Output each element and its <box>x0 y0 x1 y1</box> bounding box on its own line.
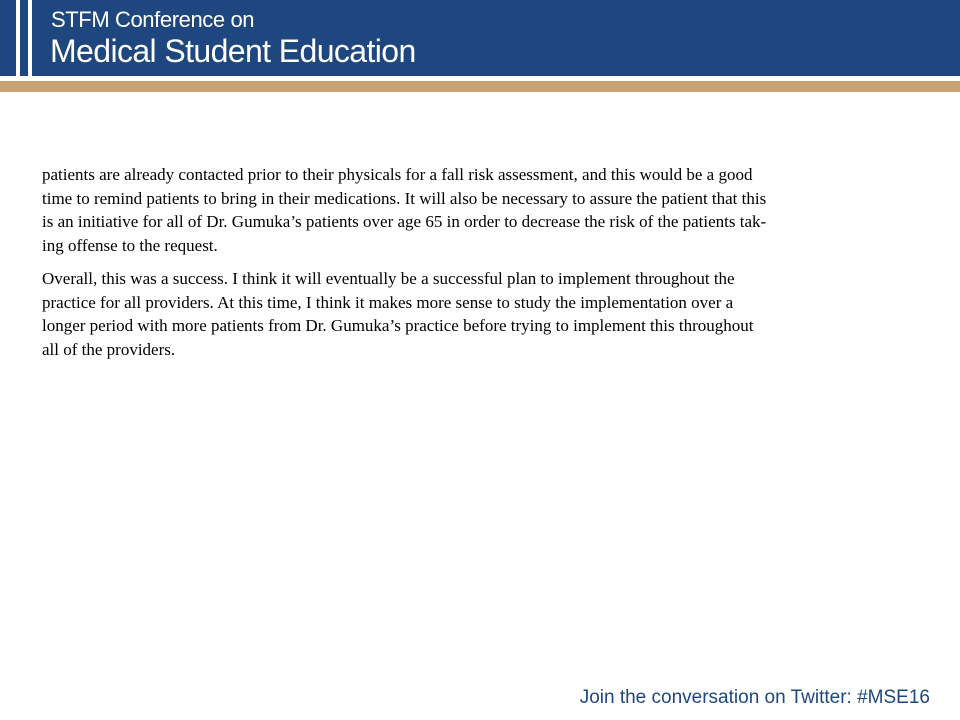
paragraph-spacer <box>42 257 882 267</box>
conference-title-line1: STFM Conference on <box>51 7 255 32</box>
header-stripe <box>28 0 32 76</box>
text-line: all of the providers. <box>42 339 176 359</box>
text-line: ing offense to the request. <box>42 235 218 255</box>
header-banner <box>0 0 960 76</box>
twitter-footer: Join the conversation on Twitter: #MSE16 <box>579 687 930 708</box>
text-line: patients are already contacted prior to their physicals for a fall risk assessment, and this would be a good <box>42 165 753 184</box>
paragraph-2 <box>42 267 882 361</box>
text-line: time to remind patients to bring in their medications. It will also be necessary to assure the patient that this <box>42 188 767 208</box>
text-line: Overall, this was a success. I think it will eventually be a successful plan to implement throughout the <box>42 269 735 288</box>
text-line: practice for all providers. At this time, I think it makes more sense to study the implementation over a <box>42 292 734 312</box>
header-stripe <box>16 0 20 76</box>
accent-bar <box>0 81 960 92</box>
paragraph-1 <box>42 163 882 257</box>
document-body <box>42 163 882 361</box>
text-line: longer period with more patients from Dr. Gumuka’s practice before trying to implement this throughout <box>42 316 754 335</box>
conference-title-line2: Medical Student Education <box>50 33 416 69</box>
text-line: is an initiative for all of Dr. Gumuka’s patients over age 65 in order to decrease the risk of the patients tak- <box>42 212 767 231</box>
